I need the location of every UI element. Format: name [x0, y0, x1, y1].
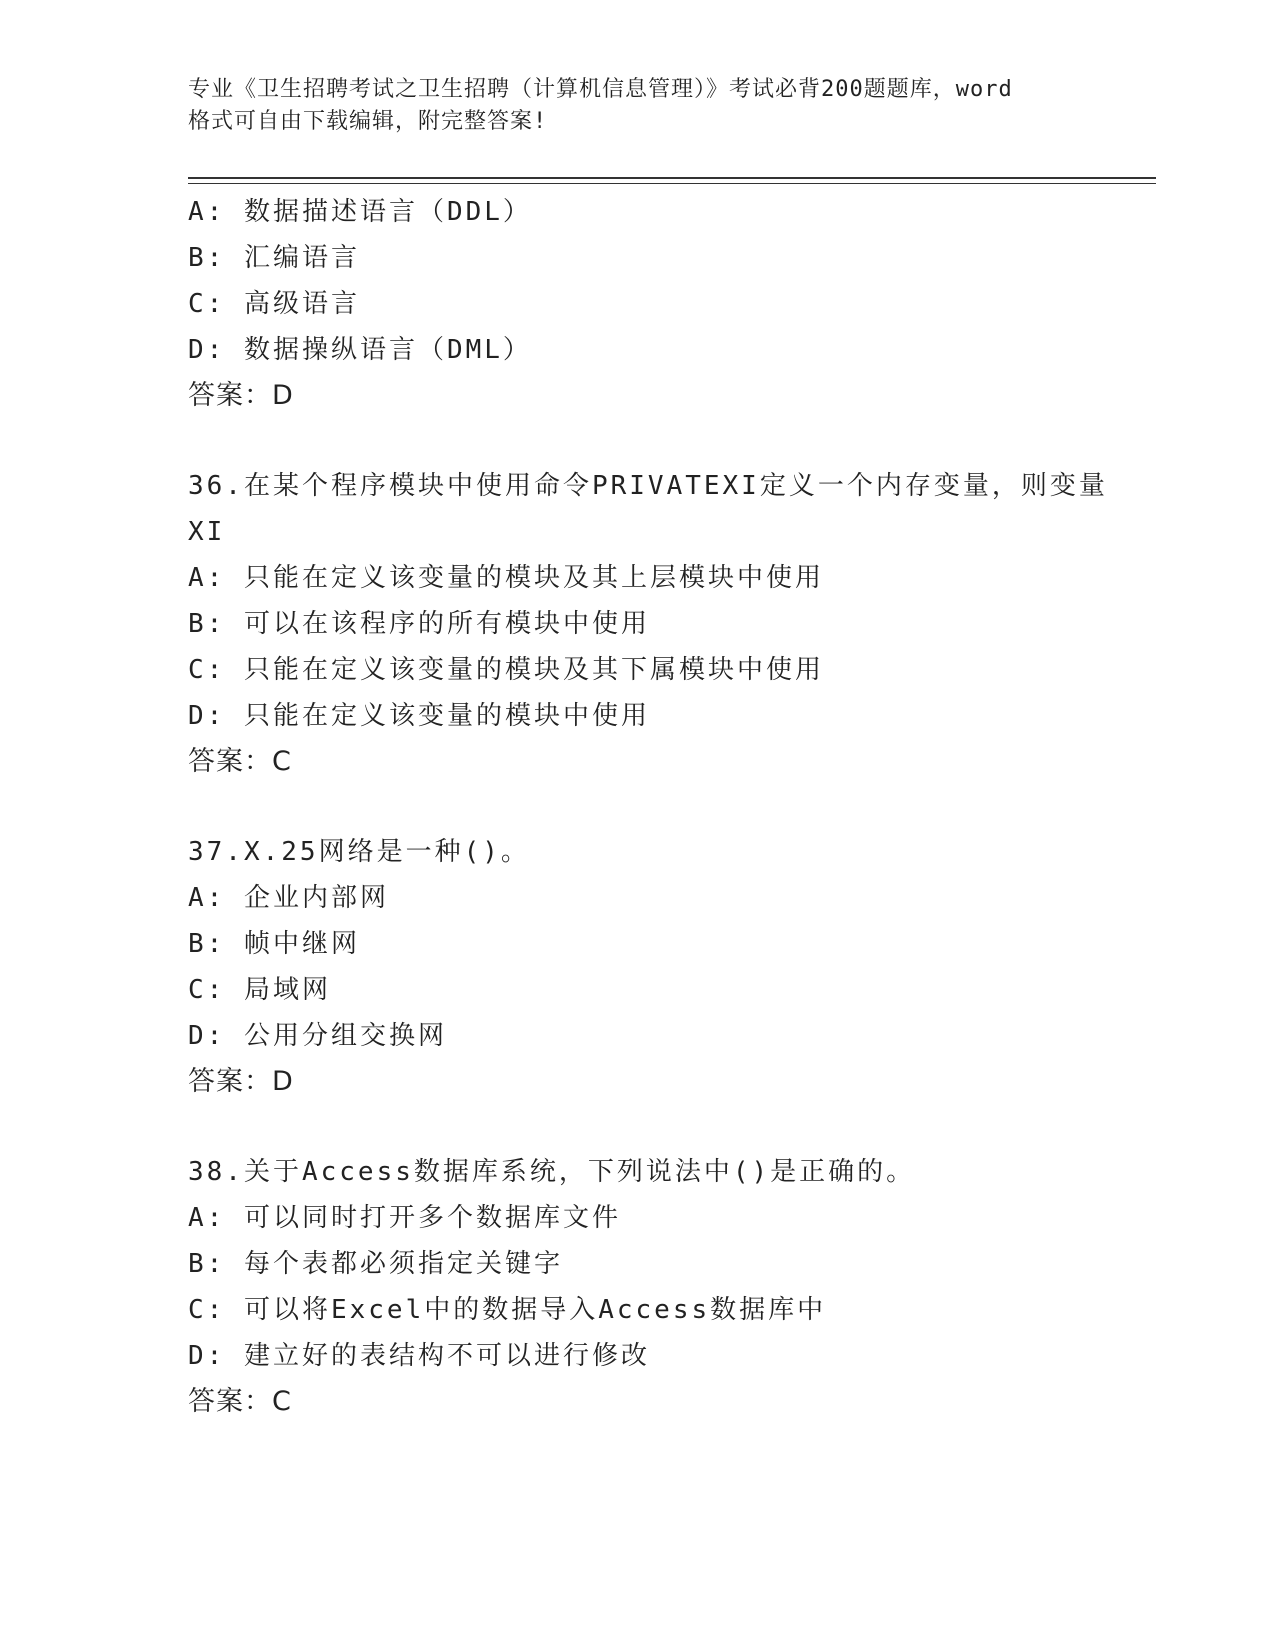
question-stem: 36.在某个程序模块中使用命令PRIVATEXI定义一个内存变量，则变量 [188, 471, 1108, 501]
question-36 [188, 463, 1118, 785]
option-a: A: 只能在定义该变量的模块及其上层模块中使用 [188, 563, 824, 593]
option-d: D: 只能在定义该变量的模块中使用 [188, 701, 650, 731]
question-35-continued [188, 189, 1118, 419]
question-37 [188, 829, 1118, 1105]
answer: 答案：C [188, 746, 292, 777]
question-stem: 37.X.25网络是一种()。 [188, 837, 530, 867]
option-c: C: 可以将Excel中的数据导入Access数据库中 [188, 1295, 827, 1325]
option-b: B: 可以在该程序的所有模块中使用 [188, 609, 650, 639]
option-c: C: 高级语言 [188, 289, 360, 319]
option-c: C: 只能在定义该变量的模块及其下属模块中使用 [188, 655, 824, 685]
header-line-1: 专业《卫生招聘考试之卫生招聘（计算机信息管理）》考试必背200题题库，word [188, 77, 1013, 102]
question-stem-continued: XI [188, 517, 226, 547]
question-stem: 38.关于Access数据库系统，下列说法中()是正确的。 [188, 1157, 916, 1187]
answer: 答案：C [188, 1386, 292, 1417]
option-c: C: 局域网 [188, 975, 331, 1005]
option-a: A: 企业内部网 [188, 883, 389, 913]
option-b: B: 帧中继网 [188, 929, 360, 959]
answer: 答案：D [188, 380, 294, 411]
question-38 [188, 1149, 1118, 1425]
option-b: B: 每个表都必须指定关键字 [188, 1249, 563, 1279]
document-header [188, 74, 1088, 138]
option-a: A: 可以同时打开多个数据库文件 [188, 1203, 621, 1233]
header-divider-thick [188, 177, 1156, 179]
header-divider-thin [188, 183, 1156, 184]
option-d: D: 公用分组交换网 [188, 1021, 447, 1051]
option-d: D: 数据操纵语言（DML） [188, 335, 532, 365]
option-a: A: 数据描述语言（DDL） [188, 197, 532, 227]
answer: 答案：D [188, 1066, 294, 1097]
header-line-2: 格式可自由下载编辑，附完整答案! [188, 109, 548, 134]
option-d: D: 建立好的表结构不可以进行修改 [188, 1341, 650, 1371]
question-list [188, 189, 1118, 1425]
option-b: B: 汇编语言 [188, 243, 360, 273]
